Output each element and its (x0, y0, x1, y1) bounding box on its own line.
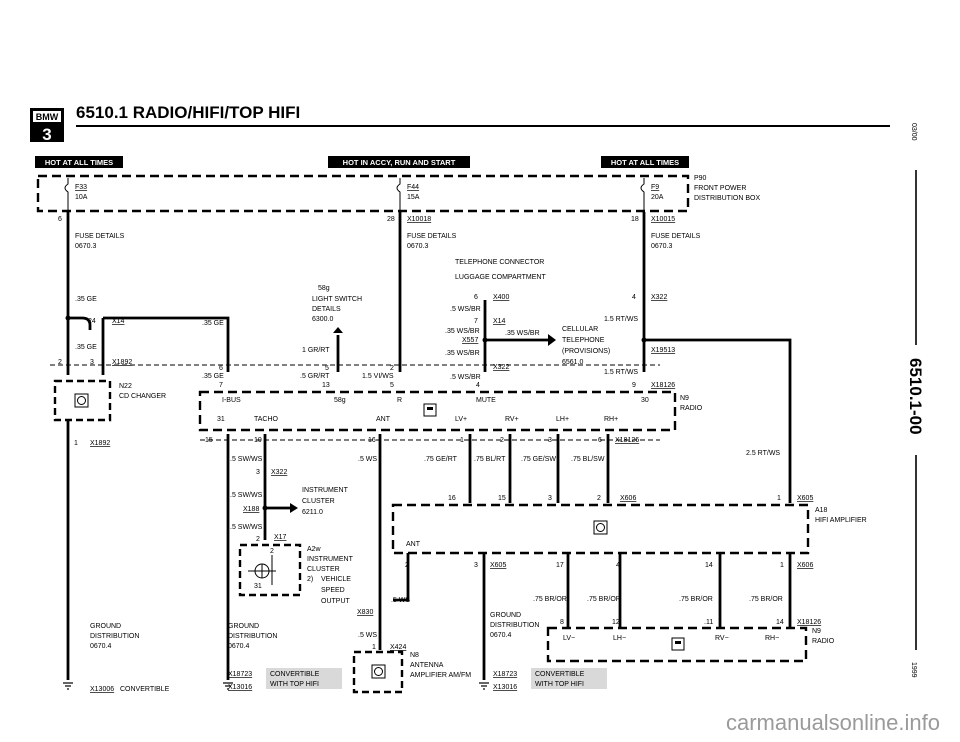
wire-wsbr35-c: .35 WS/BR (445, 350, 480, 357)
cd-changer-box (55, 381, 110, 420)
side-code: 6510.1-00 (906, 358, 925, 435)
amplifier-box (393, 505, 808, 553)
cellular-ref: 6561.0 (562, 359, 584, 366)
radio-pin-ibus: I-BUS (222, 397, 241, 404)
light-switch-arrow (333, 327, 343, 333)
antenna-id: N8 (410, 652, 419, 659)
pin-16-radio: 16 (368, 437, 376, 444)
telephone-location-label: LUGGAGE COMPARTMENT (455, 274, 546, 281)
fuse-box-name2: DISTRIBUTION BOX (694, 195, 761, 202)
light-switch-label: LIGHT SWITCH (312, 296, 363, 303)
wire-wsbr35-b: .35 WS/BR (505, 330, 540, 337)
pin-28-top: 28 (387, 216, 395, 223)
wire-ws-a: .5 WS (358, 456, 378, 463)
pin-14-amp: 14 (705, 562, 713, 569)
cellular-label2: TELEPHONE (562, 337, 605, 344)
pin-2-amp-bottom: 2 (405, 562, 409, 569)
pin-1-amp: 1 (777, 495, 781, 502)
connector-x400: X400 (493, 294, 510, 301)
pin-9-radio: 9 (632, 382, 636, 389)
telephone-connector-label: TELEPHONE CONNECTOR (455, 259, 545, 266)
connector-x606-top: X606 (620, 495, 637, 502)
connector-x606-bottom: X606 (797, 562, 814, 569)
amplifier-icon (594, 521, 607, 534)
inst-cluster-label: INSTRUMENT (302, 487, 348, 494)
connector-x605-right: X605 (797, 495, 814, 502)
wire-wsbr-b: .5 WS/BR (450, 374, 481, 381)
pin-1-amp-bottom: 1 (780, 562, 784, 569)
radio-pin-rh: RH+ (604, 416, 619, 423)
pin-3-amp-bottom: 3 (474, 562, 478, 569)
wire-15-rtws-b: 1.5 RT/WS (604, 369, 639, 376)
wire-bror-d: .75 BR/OR (749, 596, 783, 603)
pin-17-amp: 17 (556, 562, 564, 569)
wire-15-virs: 1.5 VI/WS (362, 373, 394, 380)
connector-x13016-a: X13016 (228, 684, 253, 691)
wire-sws-a: .5 SW/WS (230, 456, 263, 463)
svg-text:HOT AT ALL TIMES: HOT AT ALL TIMES (610, 158, 680, 167)
pin-6-radio-b: 6 (598, 437, 602, 444)
wire-wsbr-a: .5 WS/BR (450, 306, 481, 313)
pin-15-radio: 15 (205, 437, 213, 444)
wire-sws-b: .5 SW/WS (230, 492, 263, 499)
connector-x605-bottom: X605 (490, 562, 507, 569)
radio-icon (424, 404, 436, 416)
connector-x18723-a: X18723 (228, 671, 253, 678)
fuse-box-outline (38, 176, 688, 211)
pin-24: 24 (88, 318, 96, 325)
inst-cluster-ref: 6211.0 (302, 509, 323, 516)
logo-number: 3 (42, 125, 52, 144)
side-date: 03/00 (910, 123, 917, 141)
antenna-amp-box (354, 652, 402, 692)
pin-6-tel: 6 (474, 294, 478, 301)
a2w-speed: SPEED (321, 587, 345, 594)
wire-bror-b: .75 BR/OR (587, 596, 621, 603)
amplifier-name: HIFI AMPLIFIER (815, 517, 867, 524)
a2w-output: OUTPUT (321, 598, 350, 605)
banner-center (328, 156, 470, 168)
svg-text:HOT IN ACCY, RUN AND START: HOT IN ACCY, RUN AND START (342, 158, 456, 167)
connector-x830: X830 (357, 609, 374, 616)
wire-ge35-d: .35 GE (202, 373, 224, 380)
radio-box (200, 392, 675, 430)
radio-lower-icon (672, 638, 684, 650)
radio-id: N9 (680, 395, 689, 402)
wire-25-rtws: 2.5 RT/WS (746, 450, 781, 457)
pin-2-left: 2 (58, 359, 62, 366)
wire-ws-c: .5 WS (358, 632, 378, 639)
pin-2-radio-b: 2 (500, 437, 504, 444)
fuse-details-right: FUSE DETAILS (651, 233, 701, 240)
pin-12-radio: 12 (612, 619, 620, 626)
pin-7-tel: 7 (474, 318, 478, 325)
connector-x14-left: X14 (112, 318, 125, 325)
radio-pin-ant: ANT (376, 416, 390, 423)
pin-4-right: 4 (632, 294, 636, 301)
fuse-details-left-ref: 0670.3 (75, 243, 97, 250)
side-year: 1999 (910, 662, 917, 678)
wire-gert: .75 GE/RT (424, 456, 457, 463)
cd-changer-name: CD CHANGER (119, 393, 167, 400)
cd-changer-icon (75, 394, 88, 407)
a2w-vehicle: VEHICLE (321, 576, 351, 583)
antenna-name2: AMPLIFIER AM/FM (410, 672, 472, 679)
wire-blsw: .75 BL/SW (571, 456, 605, 463)
cellular-label3: (PROVISIONS) (562, 348, 611, 355)
pin-3-x322: 3 (256, 469, 260, 476)
pin-7-radio: 7 (219, 382, 223, 389)
pin-3-amp: 3 (548, 495, 552, 502)
connector-x322-top: X322 (493, 364, 510, 371)
wire-blrt: .75 BL/RT (474, 456, 506, 463)
a2w-name2: CLUSTER (307, 566, 340, 573)
wire-ws-b: .5 WS (391, 597, 411, 604)
banner-left (35, 156, 123, 168)
pin-5-radio-b: 5 (390, 382, 394, 389)
connector-x10018: X10018 (407, 216, 432, 223)
pin-30-radio: 30 (641, 397, 649, 404)
antenna-name: ANTENNA (410, 662, 444, 669)
pin-2-amp: 2 (597, 495, 601, 502)
pin-18-top: 18 (631, 216, 639, 223)
ground-symbol-right (479, 683, 489, 689)
radio-pin-tacho: TACHO (254, 416, 278, 423)
wire-ge35-c: .35 GE (202, 320, 224, 327)
a2w-id: A2w (307, 546, 321, 553)
connector-x424: X424 (390, 644, 407, 651)
cellular-label: CELLULAR (562, 326, 599, 333)
radio-lower-box (548, 628, 806, 661)
wire-ge35-a: .35 GE (75, 296, 97, 303)
antenna-icon (372, 665, 385, 678)
pin-2-x17: 2 (256, 536, 260, 543)
speed-sensor-icon (248, 555, 276, 585)
fuse-details-left: FUSE DETAILS (75, 233, 125, 240)
convertible-note-b-line2: WITH TOP HIFI (535, 681, 585, 688)
connector-x13006: X13006 (90, 686, 115, 693)
a2w-name: INSTRUMENT (307, 556, 353, 563)
wire-gesw: .75 GE/SW (521, 456, 557, 463)
radio-name: RADIO (680, 405, 703, 412)
pin-11-radio: .11 (704, 619, 714, 626)
pin-1-radio: 1 (460, 437, 464, 444)
ground-mid-label2: DISTRIBUTION (228, 633, 278, 640)
pin-6-top: 6 (58, 216, 62, 223)
pin-6-radio: 6 (219, 365, 223, 372)
light-switch-label2: DETAILS (312, 306, 341, 313)
fuse-f33-rating: 10A (75, 194, 88, 201)
fuse-details-right-ref: 0670.3 (651, 243, 673, 250)
fuse-box-name1: FRONT POWER (694, 185, 747, 192)
a2w-note: 2) (307, 576, 314, 583)
fuse-box-id: P90 (694, 175, 707, 182)
radio-pin-rv-minus: RV− (715, 635, 729, 642)
connector-x14-tel: X14 (493, 318, 506, 325)
pin-2-radio: 2 (390, 365, 394, 372)
fuse-f9-id: F9 (651, 184, 660, 191)
radio-pin-rh-minus: RH− (765, 635, 780, 642)
connector-x13016-b: X13016 (493, 684, 518, 691)
pin-2-a2w: 2 (270, 548, 274, 555)
connector-x1892-bottom: X1892 (90, 440, 111, 447)
ground-left-label2: DISTRIBUTION (90, 633, 140, 640)
radio-pin-lh-minus: LH− (613, 635, 627, 642)
cd-changer-id: N22 (119, 383, 132, 390)
wire-bror-a: .75 BR/OR (533, 596, 567, 603)
connector-x188: X188 (243, 506, 260, 513)
radio-pin-lh: LH+ (556, 416, 570, 423)
pin-31-radio: 31 (217, 416, 225, 423)
connector-x1892-top: X1892 (112, 359, 133, 366)
pin-31-a2w: 31 (254, 583, 262, 590)
connector-x18126-mid: X18126 (615, 437, 640, 444)
pin-13-radio: 13 (322, 382, 330, 389)
connector-x10015: X10015 (651, 216, 676, 223)
ground-right-label: GROUND (490, 612, 522, 619)
wire-15-rtws-a: 1.5 RT/WS (604, 316, 639, 323)
convertible-note-a-line2: WITH TOP HIFI (270, 681, 320, 688)
radio-pin-lv: LV+ (455, 416, 468, 423)
pin-1-cd: 1 (74, 440, 78, 447)
cluster-arrow (290, 503, 298, 513)
bmw-logo (30, 108, 64, 144)
light-switch-pin: 58g (318, 285, 330, 292)
light-switch-ref: 6300.0 (312, 316, 334, 323)
wire-1-grrt: 1 GR/RT (302, 347, 330, 354)
svg-text:HOT AT ALL TIMES: HOT AT ALL TIMES (44, 158, 114, 167)
amplifier-ant-label: ANT (406, 541, 420, 548)
radio-pin-r: R (397, 397, 403, 404)
logo-text: BMW (35, 112, 59, 122)
connector-x19513: X19513 (651, 347, 676, 354)
fuse-details-center-ref: 0670.3 (407, 243, 429, 250)
ground-right-ref: 0670.4 (490, 632, 512, 639)
pin-3-radio: 3 (548, 437, 552, 444)
fuse-f44-rating: 15A (407, 194, 420, 201)
fuse-details-center: FUSE DETAILS (407, 233, 457, 240)
wire-5-grrt: .5 GR/RT (300, 373, 330, 380)
radio-lower-name: RADIO (812, 638, 835, 645)
pin-3-left: 3 (90, 359, 94, 366)
wire-ge35-b: .35 GE (75, 344, 97, 351)
pin-15-amp: 15 (498, 495, 506, 502)
cellular-arrow (548, 334, 556, 346)
connector-x18126-top: X18126 (651, 382, 676, 389)
fuse-f33-id: F33 (75, 184, 88, 191)
connector-x18126-bottom: X18126 (797, 619, 822, 626)
pin-5-radio: 5 (325, 365, 329, 372)
ground-mid-ref: 0670.4 (228, 643, 250, 650)
ground-mid-label: GROUND (228, 623, 260, 630)
convertible-note-b-line1: CONVERTIBLE (535, 671, 585, 678)
convertible-note-a-line1: CONVERTIBLE (270, 671, 320, 678)
radio-pin-rv: RV+ (505, 416, 519, 423)
pin-16-amp: 16 (448, 495, 456, 502)
ground-left-ref: 0670.4 (90, 643, 112, 650)
radio-lower-id: N9 (812, 628, 821, 635)
wire-bror-c: .75 BR/OR (679, 596, 713, 603)
pin-1-antenna: 1 (372, 644, 376, 651)
ground-left-label: GROUND (90, 623, 122, 630)
pin-14-radio: 14 (776, 619, 784, 626)
amplifier-id: A18 (815, 507, 828, 514)
watermark: carmanualsonline.info (725, 710, 940, 735)
inst-cluster-label2: CLUSTER (302, 498, 335, 505)
connector-x18723-b: X18723 (493, 671, 518, 678)
banner-right (601, 156, 689, 168)
connector-x17: X17 (274, 534, 287, 541)
pin-8-radio: 8 (560, 619, 564, 626)
wire-wsbr35-a: .35 WS/BR (445, 328, 480, 335)
pin-58g: 58g (334, 397, 346, 404)
page-title: 6510.1 RADIO/HIFI/TOP HIFI (76, 103, 301, 122)
pin-10-radio: 10 (254, 437, 262, 444)
pin-4-amp: 4 (616, 562, 620, 569)
power-wires (68, 212, 790, 680)
pin-4-radio: 4 (476, 382, 480, 389)
ground-symbol-left (63, 683, 73, 689)
ground-right-label2: DISTRIBUTION (490, 622, 540, 629)
convertible-note-left: CONVERTIBLE (120, 686, 170, 693)
connector-x322-right: X322 (651, 294, 668, 301)
wire-sws-c: .5 SW/WS (230, 524, 263, 531)
fuse-f44-id: F44 (407, 184, 420, 191)
connector-x322-lower: X322 (271, 469, 288, 476)
fuse-f9-rating: 20A (651, 194, 664, 201)
connector-x557: X557 (462, 337, 479, 344)
radio-pin-lv-minus: LV− (563, 635, 576, 642)
radio-pin-mute: MUTE (476, 397, 496, 404)
